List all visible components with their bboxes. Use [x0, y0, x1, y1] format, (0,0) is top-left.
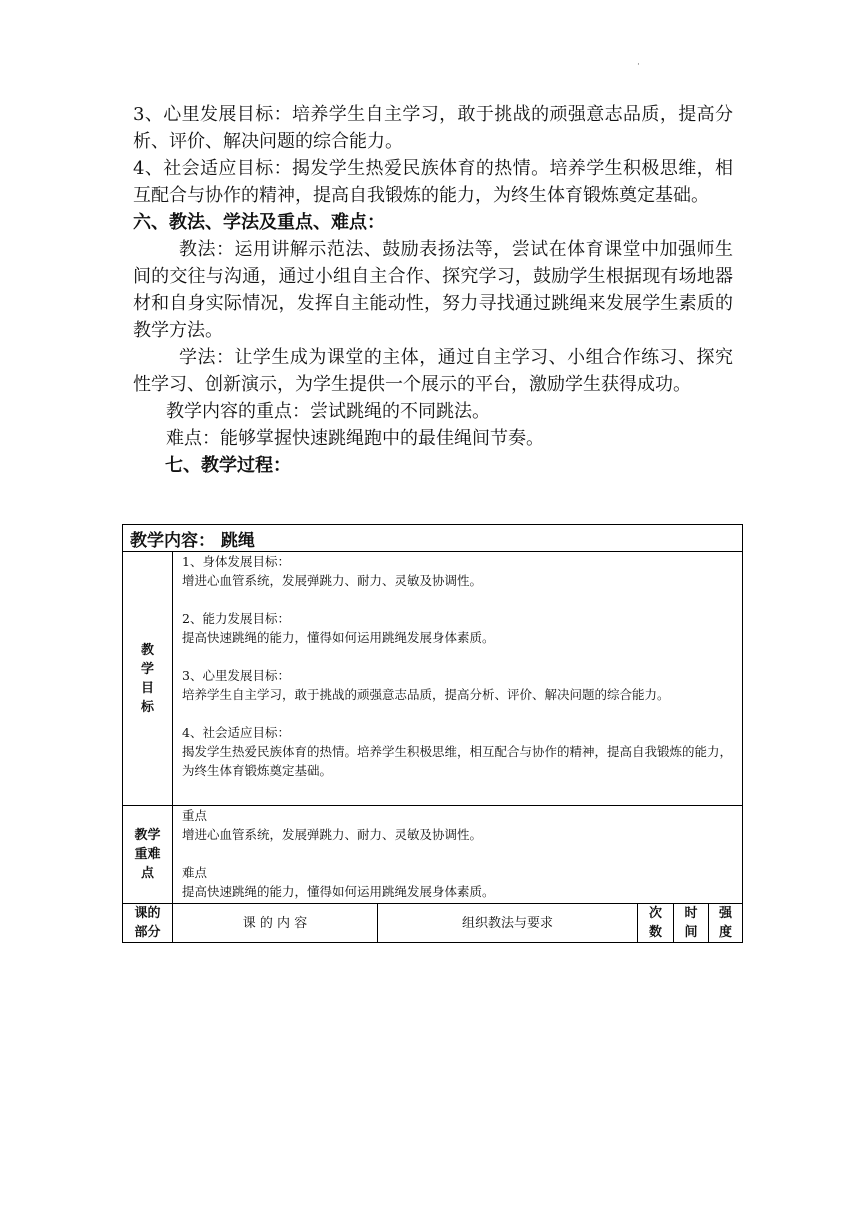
goal-heading: 1、身体发展目标： — [182, 554, 290, 569]
document-body — [133, 101, 733, 479]
key-heading: 重点 — [182, 808, 208, 823]
keys-label: 教学 重难 点 — [123, 806, 173, 904]
paragraph-key-point: 教学内容的重点：尝试跳绳的不同跳法。 — [166, 401, 490, 422]
header-content: 课 的 内 容 — [173, 904, 378, 943]
paragraph-social-goal: 4、社会适应目标：揭发学生热爱民族体育的热情。培养学生积极思维，相互配合与协作的精神，提高自我锻炼的能力，为终生体育锻炼奠定基础。 — [133, 158, 733, 206]
goal-heading: 4、社会适应目标： — [182, 725, 290, 740]
paragraph-teaching-method: 教法：运用讲解示范法、鼓励表扬法等，尝试在体育课堂中加强师生间的交往与沟通，通过小组自主合作、探究学习，鼓励学生根据现有场地器材和自身实际情况，发挥自主能动性，努力寻找通过跳绳来发展学生素质的教学方法。 — [133, 239, 733, 341]
goal-text: 揭发学生热爱民族体育的热情。培养学生积极思维，相互配合与协作的精神，提高自我锻炼的能力，为终生体育锻炼奠定基础。 — [182, 744, 733, 778]
header-method: 组织教法与要求 — [378, 904, 638, 943]
goals-label: 教 学 目 标 — [123, 552, 173, 806]
goals-content — [173, 552, 743, 806]
table-title-row — [123, 525, 743, 552]
goal-text: 提高快速跳绳的能力，懂得如何运用跳绳发展身体素质。 — [182, 630, 495, 645]
goal-heading: 3、心里发展目标： — [182, 668, 290, 683]
paragraph-learning-method: 学法：让学生成为课堂的主体，通过自主学习、小组合作练习、探究性学习、创新演示，为学生提供一个展示的平台，激励学生获得成功。 — [133, 347, 733, 395]
header-count: 次 数 — [638, 904, 674, 943]
section-heading-methods: 六、教法、学法及重点、难点： — [133, 212, 385, 233]
header-part: 课的 部分 — [123, 904, 173, 943]
goal-heading: 2、能力发展目标： — [182, 611, 290, 626]
lesson-plan-table — [122, 524, 743, 943]
lesson-title: 教学内容： 跳绳 — [123, 525, 743, 552]
difficulty-heading: 难点 — [182, 865, 208, 880]
difficulty-text: 提高快速跳绳的能力，懂得如何运用跳绳发展身体素质。 — [182, 884, 495, 899]
table-row-goals — [123, 552, 743, 806]
page-mark: · — [637, 60, 640, 70]
key-text: 增进心血管系统，发展弹跳力、耐力、灵敏及协调性。 — [182, 827, 483, 842]
header-time: 时 间 — [674, 904, 709, 943]
paragraph-difficulty: 难点：能够掌握快速跳绳跑中的最佳绳间节奏。 — [166, 428, 544, 449]
table-row-keys — [123, 806, 743, 904]
goal-text: 增进心血管系统，发展弹跳力、耐力、灵敏及协调性。 — [182, 573, 483, 588]
keys-content — [173, 806, 743, 904]
section-heading-process: 七、教学过程： — [165, 455, 291, 476]
goal-text: 培养学生自主学习，敢于挑战的顽强意志品质，提高分析、评价、解决问题的综合能力。 — [182, 687, 670, 702]
paragraph-mind-goal: 3、心里发展目标：培养学生自主学习，敢于挑战的顽强意志品质，提高分析、评价、解决问题的综合能力。 — [133, 104, 733, 152]
table-header-row — [123, 904, 743, 943]
header-intensity: 强 度 — [709, 904, 743, 943]
